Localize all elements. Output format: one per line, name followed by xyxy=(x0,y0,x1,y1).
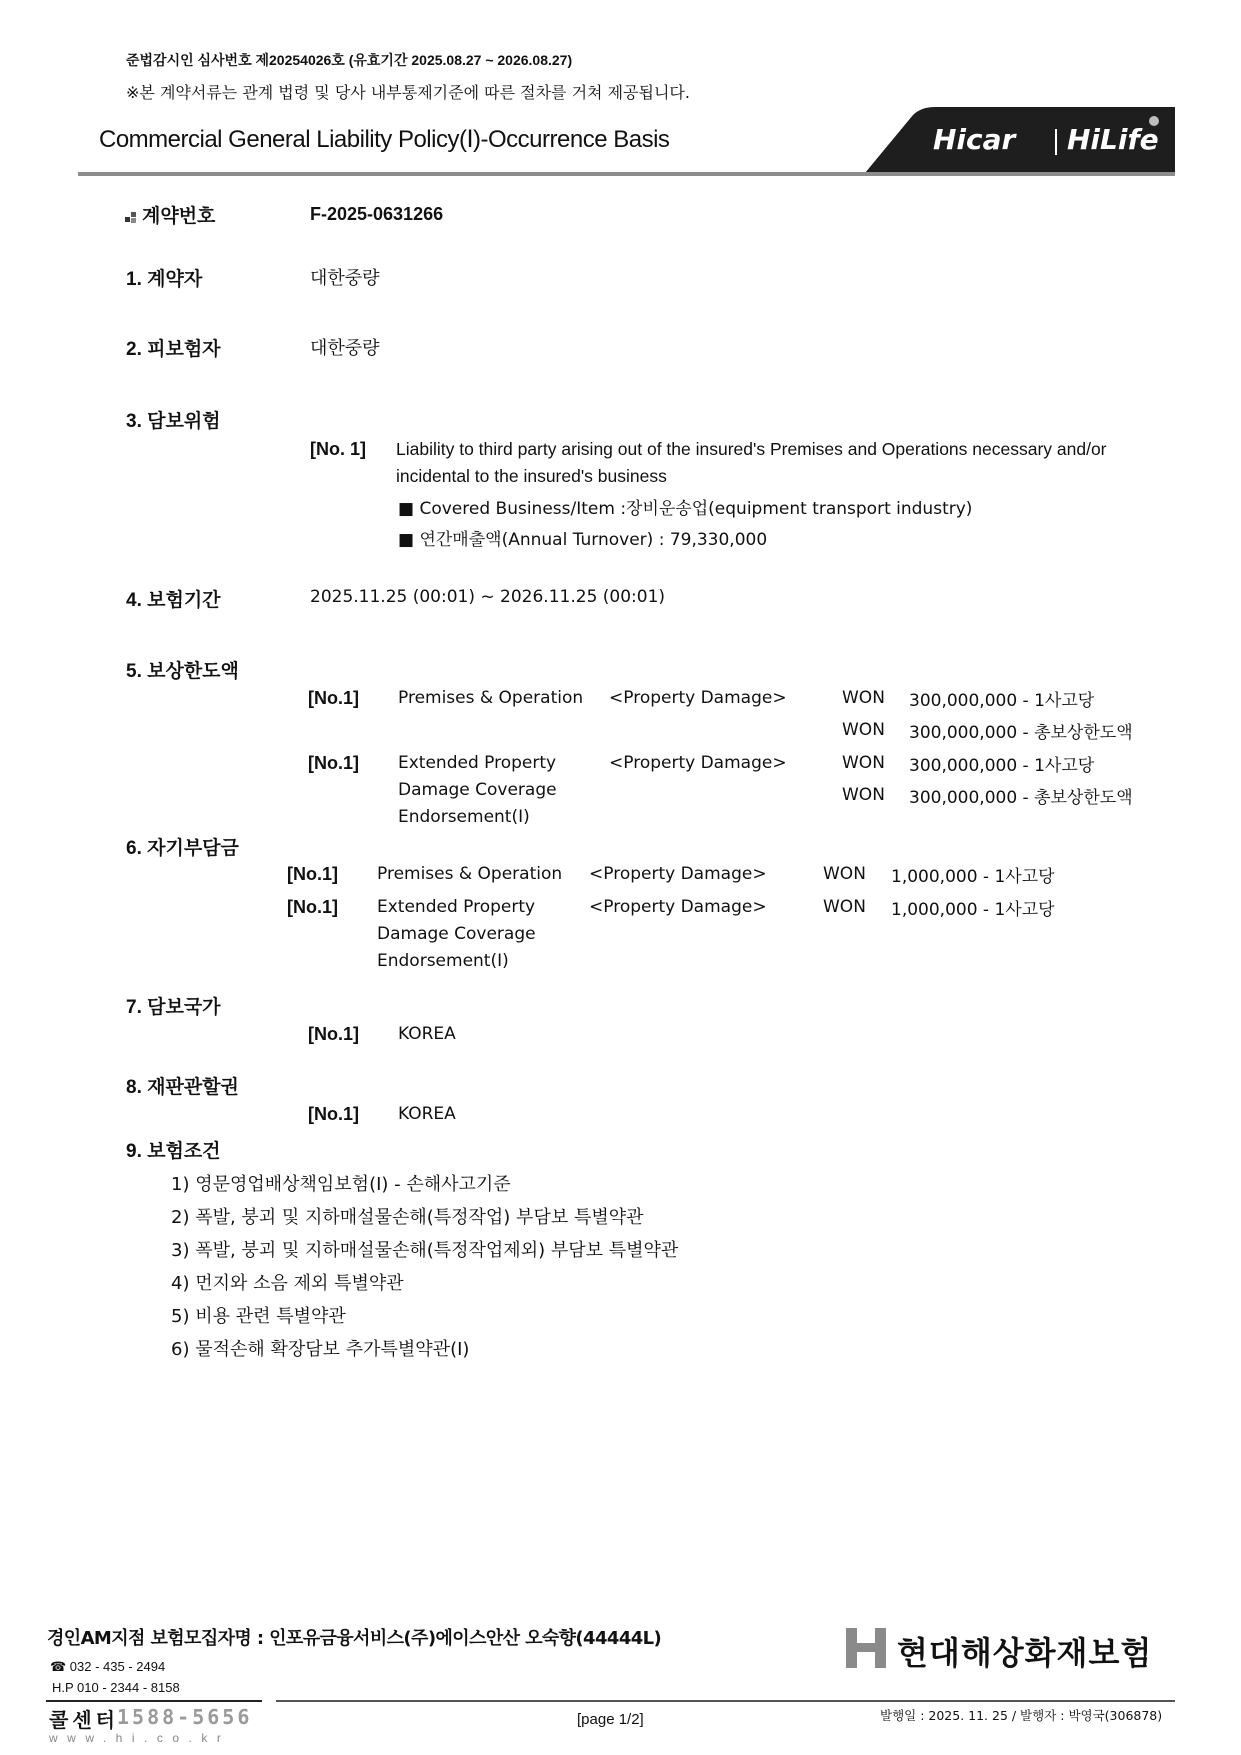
agent-hp: H.P 010 - 2344 - 8158 xyxy=(52,1680,180,1695)
condition-item: 4) 먼지와 소음 제외 특별약관 xyxy=(171,1273,404,1294)
territory-label: 7. 담보국가 xyxy=(126,997,221,1018)
limits-row-no: [No.1] xyxy=(308,688,359,708)
notice-line: ※본 계약서류는 관계 법령 및 당사 내부통제기준에 따른 절차를 거쳐 제공됩니다. xyxy=(126,83,690,102)
deductible-row-currency: WON xyxy=(823,864,866,884)
condition-item: 6) 물적손해 확장담보 추가특별약관(Ⅰ) xyxy=(171,1339,470,1360)
logo-divider xyxy=(1055,129,1057,155)
deductible-row-amount: 1,000,000 - 1사고당 xyxy=(891,867,1055,887)
deductible-row-currency: WON xyxy=(823,897,866,917)
limits-row-currency: WON xyxy=(842,720,885,740)
conditions-label: 9. 보험조건 xyxy=(126,1141,221,1162)
deductible-label: 6. 자기부담금 xyxy=(126,838,239,859)
policyholder-value: 대한중량 xyxy=(310,268,380,289)
deductible-row-no: [No.1] xyxy=(287,864,338,884)
coverage-business: ■ Covered Business/Item :장비운송업(equipment transport industry) xyxy=(398,499,973,519)
deductible-row-amount: 1,000,000 - 1사고당 xyxy=(891,900,1055,920)
hyundai-h-logo-icon xyxy=(846,1628,886,1668)
limits-row-amount: 300,000,000 - 1사고당 xyxy=(909,691,1095,711)
page-title: Commercial General Liability Policy(Ⅰ)-Occurrence Basis xyxy=(99,126,670,153)
agent-info: 경인AM지점 보험모집자명 : 인포유금융서비스(주)에이스안산 오숙향(44444L) xyxy=(47,1628,662,1649)
coverage-no: [No. 1] xyxy=(310,439,366,459)
insured-label: 2. 피보험자 xyxy=(126,339,221,360)
issue-info: 발행일 : 2025. 11. 25 / 발행자 : 박영국(306878) xyxy=(880,1708,1163,1723)
limits-row-type: <Property Damage> xyxy=(609,688,787,708)
condition-item: 2) 폭발, 붕괴 및 지하매설물손해(특정작업) 부담보 특별약관 xyxy=(171,1207,644,1228)
coverage-label: 3. 담보위험 xyxy=(126,411,221,432)
coverage-turnover: ■ 연간매출액(Annual Turnover) : 79,330,000 xyxy=(398,530,768,550)
deductible-row-item: Endorsement(Ⅰ) xyxy=(377,951,509,971)
deductible-row-type: <Property Damage> xyxy=(589,864,767,884)
website[interactable]: www.hi.co.kr xyxy=(49,1731,231,1745)
jurisdiction-value: KOREA xyxy=(398,1104,456,1124)
limits-row-type: <Property Damage> xyxy=(609,753,787,773)
coverage-line1: Liability to third party arising out of the insured's Premises and Operations necessary and/or xyxy=(396,439,1107,459)
condition-item: 3) 폭발, 붕괴 및 지하매설물손해(특정작업제외) 부담보 특별약관 xyxy=(171,1240,679,1261)
limits-row-no: [No.1] xyxy=(308,753,359,773)
page-number: [page 1/2] xyxy=(577,1711,644,1728)
footer-left-rule xyxy=(46,1700,262,1702)
limits-row-amount: 300,000,000 - 총보상한도액 xyxy=(909,723,1133,743)
limits-row-currency: WON xyxy=(842,688,885,708)
period-value: 2025.11.25 (00:01) ~ 2026.11.25 (00:01) xyxy=(310,587,666,607)
deductible-row-item: Premises & Operation xyxy=(377,864,563,884)
deductible-row-no: [No.1] xyxy=(287,897,338,917)
coverage-line2: incidental to the insured's business xyxy=(396,466,667,486)
deductible-row-item: Damage Coverage xyxy=(377,924,536,944)
condition-item: 1) 영문영업배상책임보험(Ⅰ) - 손해사고기준 xyxy=(171,1174,511,1195)
limits-label: 5. 보상한도액 xyxy=(126,661,239,682)
condition-item: 5) 비용 관련 특별약관 xyxy=(171,1306,346,1327)
approval-line: 준법감시인 심사번호 제20254026호 (유효기간 2025.08.27 ~ 2026.08.27) xyxy=(126,52,573,68)
limits-row-currency: WON xyxy=(842,753,885,773)
header-rule xyxy=(78,172,1175,176)
policyholder-label: 1. 계약자 xyxy=(126,269,203,290)
limits-row-currency: WON xyxy=(842,785,885,805)
insured-value: 대한중량 xyxy=(310,338,380,359)
jurisdiction-no: [No.1] xyxy=(308,1104,359,1124)
bullet-icon xyxy=(125,208,136,219)
callcenter-number: 1588-5656 xyxy=(117,1705,253,1729)
territory-no: [No.1] xyxy=(308,1024,359,1044)
limits-row-item: Extended Property xyxy=(398,753,557,773)
limits-row-amount: 300,000,000 - 총보상한도액 xyxy=(909,788,1133,808)
limits-row-item: Damage Coverage xyxy=(398,780,557,800)
deductible-row-item: Extended Property xyxy=(377,897,536,917)
agent-tel: ☎ 032 - 435 - 2494 xyxy=(50,1659,166,1674)
contract-label: 계약번호 xyxy=(142,206,216,227)
contract-number: F-2025-0631266 xyxy=(310,204,444,224)
limits-row-item: Premises & Operation xyxy=(398,688,584,708)
period-label: 4. 보험기간 xyxy=(126,590,221,611)
hicar-hilife-logo xyxy=(865,107,1175,173)
logo-hilife-text: HiLife xyxy=(1067,123,1159,156)
deductible-row-type: <Property Damage> xyxy=(589,897,767,917)
limits-row-amount: 300,000,000 - 1사고당 xyxy=(909,756,1095,776)
company-name: 현대해상화재보험 xyxy=(897,1634,1153,1672)
callcenter-label: 콜센터 xyxy=(49,1708,119,1732)
jurisdiction-label: 8. 재판관할권 xyxy=(126,1077,239,1098)
territory-value: KOREA xyxy=(398,1024,456,1044)
logo-hicar-text: Hicar xyxy=(933,123,1016,156)
footer-rule xyxy=(276,1700,1175,1702)
limits-row-item: Endorsement(Ⅰ) xyxy=(398,807,530,827)
